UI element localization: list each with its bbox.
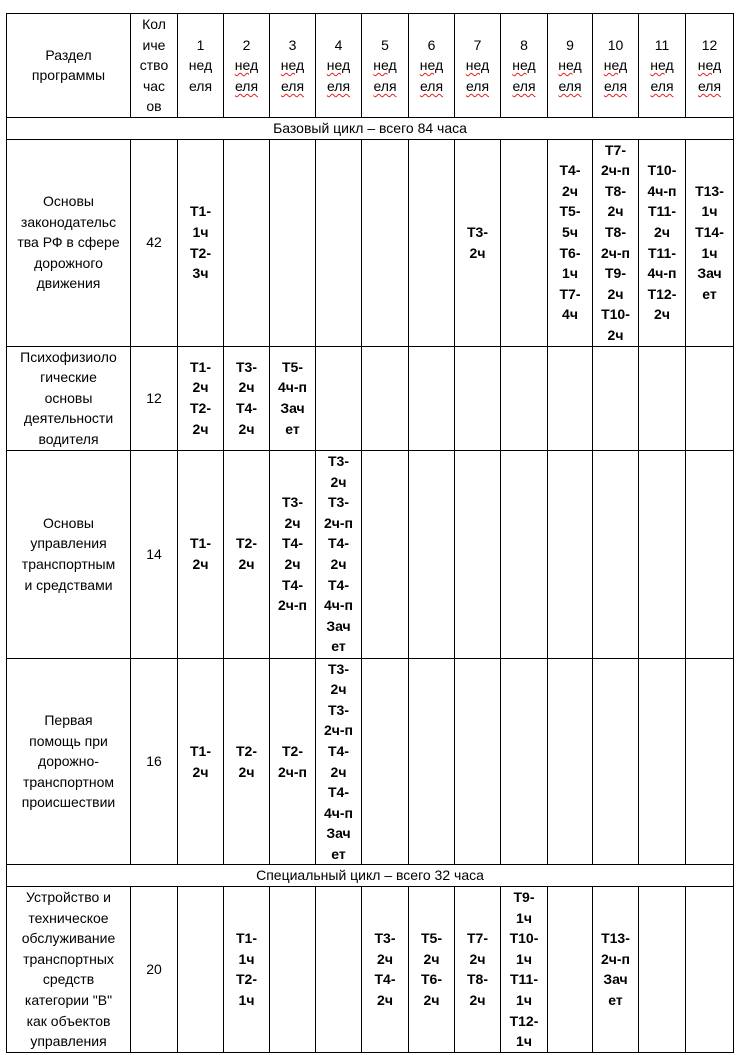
topic-entry: Т3- (328, 660, 349, 677)
topic-entry: 2ч-п (600, 162, 631, 179)
topic-entry: 1ч (238, 950, 255, 967)
section-name-line: дорожного (34, 254, 103, 271)
week-label-part: еля (650, 77, 674, 94)
topic-entry: Т3- (328, 494, 349, 511)
section-name-line: тва РФ в сфере (17, 234, 120, 251)
week-number: 8 (520, 36, 528, 53)
topic-entry: Т2- (190, 400, 211, 417)
week-12-cell (686, 450, 734, 658)
topic-entry: 2ч (654, 306, 670, 323)
topic-entry: Зач (603, 971, 628, 988)
week-5-cell (362, 346, 409, 450)
header-week-4 (316, 14, 362, 118)
week-4-cell (316, 450, 362, 658)
topic-entry: 2ч (284, 556, 301, 573)
week-6-cell (409, 887, 455, 1053)
topic-entry: 2ч (238, 379, 255, 396)
week-label-part: еля (188, 77, 213, 94)
week-10-cell (593, 139, 639, 346)
topic-entry: 2ч (469, 244, 486, 261)
topic-entry: 2ч (330, 473, 347, 490)
week-label-part: еля (373, 77, 397, 94)
topic-entry: Т5- (559, 203, 581, 220)
week-number: 1 (196, 36, 205, 53)
topic-entry: Т12- (647, 285, 677, 302)
week-7-cell (455, 346, 501, 450)
week-2-cell (224, 887, 270, 1053)
week-number: 6 (427, 36, 436, 53)
topic-entry: 2ч (238, 556, 255, 573)
topic-entry: Т8- (467, 971, 488, 988)
topic-entry: Т9- (605, 265, 626, 282)
section-name-line: категории "В" (24, 992, 113, 1009)
week-4-cell (316, 346, 362, 450)
topic-entry: 2ч-п (323, 514, 354, 531)
week-2-cell (224, 139, 270, 346)
topic-entry: 2ч (607, 285, 624, 302)
week-5-cell (362, 139, 409, 346)
section-name-line: обслуживание (21, 930, 116, 947)
topic-entry: 2ч (330, 556, 347, 573)
section-name-line: водителя (38, 430, 99, 447)
section-name-cell (7, 450, 131, 658)
week-label-part: еля (465, 77, 490, 94)
header-hours-line: ство (139, 57, 169, 74)
topic-entry: 4ч-п (277, 379, 308, 396)
topic-entry: 1ч (701, 244, 718, 261)
week-9-cell (548, 658, 593, 865)
table-row (7, 450, 734, 658)
week-12-cell (686, 346, 734, 450)
header-hours-line: Кол (142, 16, 166, 32)
week-2-cell (224, 658, 270, 865)
week-3-cell (270, 887, 316, 1053)
week-4-cell (316, 887, 362, 1053)
header-week-2 (224, 14, 270, 118)
week-3-cell (270, 139, 316, 346)
topic-entry: Т9- (513, 889, 535, 906)
topic-entry: 2ч (607, 203, 624, 220)
week-2-cell (224, 450, 270, 658)
week-label-part: еля (280, 77, 305, 94)
topic-entry: Т4- (328, 535, 349, 552)
week-10-cell (593, 887, 639, 1053)
header-week-7 (455, 14, 501, 118)
topic-entry: 2ч-п (277, 597, 308, 614)
header-week-10 (593, 14, 639, 118)
topic-entry: Т5- (421, 930, 442, 947)
header-hours-line: ов (146, 98, 162, 115)
week-8-cell (501, 450, 548, 658)
week-label-part: нед (188, 57, 213, 74)
hours-cell: 42 (131, 139, 178, 346)
topic-entry: 4ч-п (323, 804, 354, 821)
topic-entry: 2ч (607, 326, 624, 343)
topic-entry: 2ч (377, 992, 393, 1009)
topic-entry: Т10- (601, 306, 630, 323)
topic-entry: 1ч (238, 992, 255, 1009)
section-name-line: гические (40, 369, 97, 386)
special-cycle-row-label: Специальный цикл – всего 32 часа (7, 865, 734, 887)
topic-entry: Т4- (328, 742, 349, 759)
topic-entry: Т4- (282, 535, 303, 552)
topic-entry: 2ч (192, 763, 209, 780)
topic-entry: ет (285, 420, 300, 437)
week-5-cell (362, 658, 409, 865)
week-label-part: нед (326, 57, 351, 74)
week-label-part: еля (326, 77, 351, 94)
week-label-part: еля (419, 77, 444, 94)
topic-entry: ет (702, 285, 717, 302)
week-number: 12 (701, 36, 718, 53)
week-label-part: нед (419, 57, 444, 74)
topic-entry: 2ч (192, 420, 209, 437)
header-week-3 (270, 14, 316, 118)
week-10-cell (593, 346, 639, 450)
topic-entry: Зач (280, 400, 305, 417)
week-label-part: еля (697, 77, 722, 94)
header-section-cell (7, 14, 131, 118)
header-week-11 (639, 14, 686, 118)
week-label-part: нед (558, 57, 582, 74)
table-row (7, 887, 734, 1053)
week-5-cell (362, 887, 409, 1053)
section-name-line: движения (36, 275, 101, 292)
topic-entry: 4ч-п (647, 182, 677, 199)
section-name-line: транспортных (23, 950, 114, 967)
section-name-line: средств (42, 971, 95, 988)
topic-entry: 2ч (284, 514, 301, 531)
topic-entry: Т11- (647, 203, 676, 220)
topic-entry: Т13- (601, 930, 630, 947)
week-7-cell (455, 139, 501, 346)
topic-entry: Т7- (605, 141, 626, 158)
topic-entry: Т12- (509, 1012, 539, 1029)
week-label-part: нед (512, 57, 536, 74)
week-10-cell (593, 450, 639, 658)
topic-entry: 1ч (516, 1033, 532, 1050)
week-number: 11 (654, 36, 670, 53)
topic-entry: Т2- (236, 971, 257, 988)
section-name-line: происшествии (21, 794, 116, 811)
week-6-cell (409, 450, 455, 658)
week-6-cell (409, 139, 455, 346)
week-1-cell (178, 450, 224, 658)
week-11-cell (639, 139, 686, 346)
topic-entry: Т1- (190, 203, 211, 220)
topic-entry: Т1- (190, 358, 211, 375)
topic-entry: Т7- (467, 930, 488, 947)
week-11-cell (639, 346, 686, 450)
topic-entry: 3ч (192, 265, 209, 282)
topic-entry: 4ч-п (647, 265, 677, 282)
section-name-line: транспортным (21, 556, 116, 573)
topic-entry: 2ч (192, 379, 209, 396)
section-name-line: законодательс (20, 213, 117, 230)
topic-entry: Т14- (695, 223, 724, 240)
week-12-cell (686, 658, 734, 865)
topic-entry: 4ч-п (323, 597, 354, 614)
week-8-cell (501, 887, 548, 1053)
topic-entry: Т6- (559, 244, 581, 261)
week-11-cell (639, 450, 686, 658)
topic-entry: Т11- (647, 244, 676, 261)
topic-entry: Т13- (695, 182, 724, 199)
topic-entry: Т4- (328, 576, 349, 593)
week-12-cell (686, 139, 734, 346)
topic-entry: Т2- (190, 244, 211, 261)
topic-entry: Т2- (236, 742, 257, 759)
week-label-part: еля (234, 77, 259, 94)
topic-entry: Т1- (190, 535, 211, 552)
topic-entry: Зач (697, 265, 722, 282)
header-week-8 (501, 14, 548, 118)
week-label-part: нед (603, 57, 628, 74)
topic-entry: 2ч (238, 763, 255, 780)
topic-entry: 2ч (654, 223, 670, 240)
week-3-cell (270, 658, 316, 865)
section-name-cell (7, 139, 131, 346)
section-name-line: Основы (43, 514, 94, 531)
header-week-12 (686, 14, 734, 118)
section-name-line: основы (44, 389, 93, 406)
topic-entry: ет (608, 992, 623, 1009)
week-number: 5 (381, 36, 389, 53)
section-name-cell (7, 346, 131, 450)
topic-entry: 2ч (330, 763, 347, 780)
topic-entry: Т4- (559, 162, 581, 179)
header-week-1 (178, 14, 224, 118)
header-week-6 (409, 14, 455, 118)
week-2-cell (224, 346, 270, 450)
header-hours-cell (131, 14, 178, 118)
topic-entry: Т10- (647, 162, 677, 179)
week-8-cell (501, 658, 548, 865)
week-number: 7 (473, 36, 482, 53)
topic-entry: Т3- (374, 930, 396, 947)
week-9-cell (548, 450, 593, 658)
topic-entry: Т1- (190, 742, 211, 759)
topic-entry: 1ч (516, 992, 532, 1009)
topic-entry: 5ч (562, 223, 578, 240)
week-number: 9 (566, 36, 574, 53)
section-name-line: помощь при (29, 732, 108, 749)
table-row (7, 139, 734, 346)
header-week-9 (548, 14, 593, 118)
section-name-line: и средствами (24, 576, 113, 593)
special-cycle-row (7, 865, 734, 887)
week-label-part: нед (465, 57, 490, 74)
topic-entry: Т4- (236, 400, 257, 417)
week-7-cell (455, 450, 501, 658)
section-name-cell (7, 887, 131, 1053)
week-label-part: нед (697, 57, 722, 74)
header-hours-line: час (142, 77, 166, 94)
base-cycle-row (7, 117, 734, 139)
section-name-line: техническое (28, 909, 109, 926)
week-6-cell (409, 658, 455, 865)
topic-entry: 2ч (377, 950, 393, 967)
topic-entry: Т4- (328, 784, 349, 801)
topic-entry: Т3- (236, 358, 257, 375)
week-7-cell (455, 658, 501, 865)
header-section-line: Раздел (45, 46, 92, 63)
section-name-line: деятельности (23, 410, 114, 427)
topic-entry: 1ч (562, 265, 578, 282)
header-row (7, 14, 734, 118)
section-name-line: управления (30, 1033, 107, 1050)
topic-entry: Т4- (374, 971, 396, 988)
hours-cell: 20 (131, 887, 178, 1053)
topic-entry: ет (331, 845, 346, 862)
topic-entry: 2ч (469, 992, 486, 1009)
header-hours-line: иче (142, 36, 166, 53)
topic-entry: 2ч (469, 950, 486, 967)
week-label-part: нед (280, 57, 305, 74)
section-name-line: Психофизиоло (20, 348, 117, 365)
hours-cell: 14 (131, 450, 178, 658)
topic-entry: 4ч (562, 306, 578, 323)
week-1-cell (178, 346, 224, 450)
week-3-cell (270, 346, 316, 450)
week-number: 4 (334, 36, 343, 53)
section-name-line: Основы (43, 193, 94, 210)
topic-entry: Т3- (328, 701, 349, 718)
table-row (7, 346, 734, 450)
topic-entry: 2ч (562, 182, 578, 199)
topic-entry: Т3- (282, 494, 303, 511)
header-section-line: программы (31, 67, 106, 84)
week-label-part: еля (558, 77, 582, 94)
week-7-cell (455, 887, 501, 1053)
section-name-line: управления (30, 535, 107, 552)
topic-entry: Т1- (236, 930, 257, 947)
week-label-part: нед (373, 57, 397, 74)
topic-entry: Т6- (421, 971, 442, 988)
topic-entry: 1ч (516, 950, 532, 967)
week-1-cell (178, 887, 224, 1053)
week-label-part: еля (512, 77, 536, 94)
week-label-part: нед (234, 57, 259, 74)
week-12-cell (686, 887, 734, 1053)
training-schedule-table (6, 13, 734, 1053)
week-6-cell (409, 346, 455, 450)
topic-entry: Т2- (282, 742, 303, 759)
topic-entry: 2ч (423, 950, 440, 967)
week-1-cell (178, 658, 224, 865)
week-8-cell (501, 346, 548, 450)
section-name-line: Первая (44, 712, 93, 729)
topic-entry: ет (331, 638, 346, 655)
topic-entry: 2ч-п (600, 244, 631, 261)
topic-entry: 2ч-п (277, 763, 308, 780)
week-11-cell (639, 887, 686, 1053)
topic-entry: Т11- (509, 971, 538, 988)
week-10-cell (593, 658, 639, 865)
topic-entry: Т5- (282, 358, 303, 375)
week-9-cell (548, 346, 593, 450)
section-name-line: Устройство и (26, 889, 111, 906)
topic-entry: 2ч-п (323, 722, 354, 739)
topic-entry: 1ч (192, 223, 209, 240)
week-number: 2 (242, 36, 251, 53)
week-4-cell (316, 658, 362, 865)
table-row (7, 658, 734, 865)
header-week-5 (362, 14, 409, 118)
week-8-cell (501, 139, 548, 346)
topic-entry: Т3- (467, 223, 488, 240)
week-4-cell (316, 139, 362, 346)
topic-entry: 2ч (192, 556, 209, 573)
week-9-cell (548, 139, 593, 346)
topic-entry: Зач (326, 825, 351, 842)
topic-entry: Зач (326, 617, 351, 634)
section-name-cell (7, 658, 131, 865)
topic-entry: Т4- (282, 576, 303, 593)
week-11-cell (639, 658, 686, 865)
week-1-cell (178, 139, 224, 346)
topic-entry: 1ч (516, 909, 532, 926)
base-cycle-row-label: Базовый цикл – всего 84 часа (7, 117, 734, 139)
topic-entry: 2ч-п (600, 950, 631, 967)
topic-entry: 2ч (330, 681, 347, 698)
week-label-part: еля (603, 77, 628, 94)
week-label-part: нед (650, 57, 674, 74)
hours-cell: 12 (131, 346, 178, 450)
hours-cell: 16 (131, 658, 178, 865)
topic-entry: Т7- (559, 285, 581, 302)
section-name-line: транспортном (22, 773, 115, 790)
topic-entry: 2ч (423, 992, 440, 1009)
week-5-cell (362, 450, 409, 658)
week-9-cell (548, 887, 593, 1053)
section-name-line: дорожно- (38, 753, 99, 770)
topic-entry: 2ч (238, 420, 255, 437)
week-number: 3 (288, 36, 297, 53)
topic-entry: Т8- (605, 223, 626, 240)
week-number: 10 (607, 36, 624, 53)
section-name-line: как объектов (26, 1012, 111, 1029)
topic-entry: Т8- (605, 182, 626, 199)
week-3-cell (270, 450, 316, 658)
topic-entry: Т10- (509, 930, 539, 947)
topic-entry: Т3- (328, 453, 349, 470)
topic-entry: Т2- (236, 535, 257, 552)
topic-entry: 1ч (701, 203, 718, 220)
